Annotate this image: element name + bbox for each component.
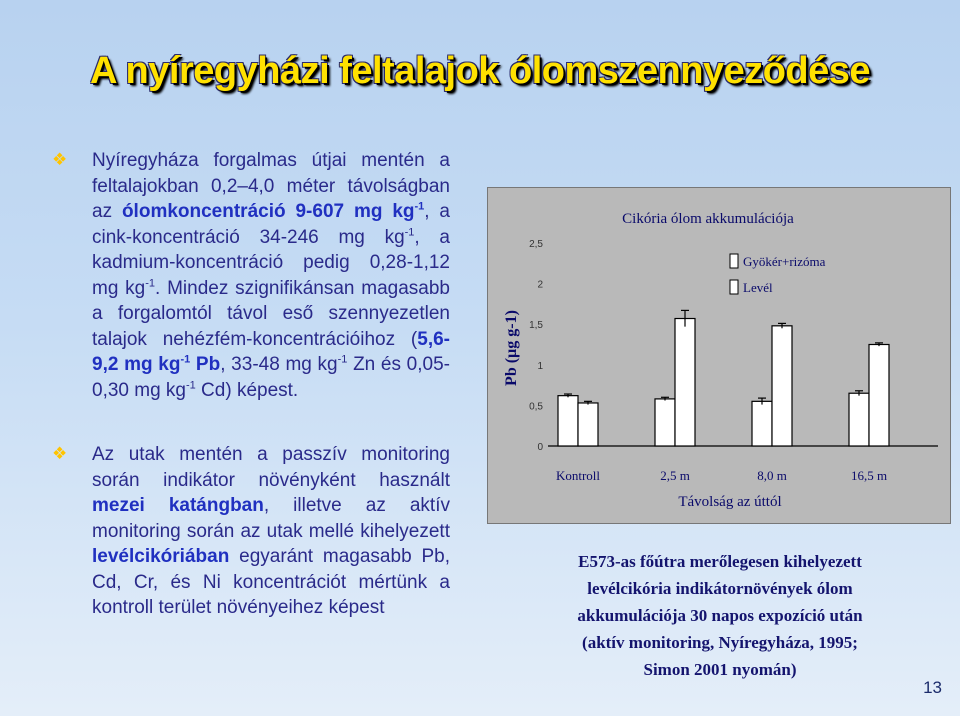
text-run: . Mindez szignifikánsan magasabb a forgalomtól távol eső szennyezetlen talajok nehézfém-koncentrációihoz ( — [92, 277, 450, 350]
highlighted-text: -1 — [414, 200, 425, 213]
y-axis-label: Pb (µg g-1) — [503, 310, 520, 386]
highlighted-text: Pb — [190, 354, 221, 375]
y-tick-label: 2,5 — [529, 239, 543, 250]
caption-line: Simon 2001 nyomán) — [643, 660, 797, 679]
text-run: -1 — [145, 277, 156, 290]
text-run: egyaránt magasabb Pb, Cd, Cr, és Ni koncentrációt mértünk a kontroll terület növényeihez képest — [92, 546, 450, 618]
diamond-bullet-icon: ❖ — [52, 444, 68, 463]
legend-swatch — [730, 254, 738, 268]
caption-line: levélcikória indikátornövények ólom — [587, 579, 853, 598]
y-tick-label: 0 — [537, 442, 543, 453]
bar-chart — [488, 188, 950, 523]
text-run: Az utak mentén a passzív monitoring során indikátor növényként használt — [92, 444, 450, 491]
bar-level — [675, 319, 695, 446]
chart-title: Cikória ólom akkumulációja — [622, 211, 794, 227]
text-run: , illetve az aktív monitoring során az utak mellé kihelyezett — [92, 495, 450, 542]
x-tick-label: 8,0 m — [757, 468, 787, 483]
caption-line: akkumulációja 30 napos expozíció után — [577, 606, 863, 625]
page-number: 13 — [923, 678, 942, 697]
legend-swatch — [730, 280, 738, 294]
bar-level — [869, 345, 889, 447]
bar-gyoker — [558, 396, 578, 446]
bullet-text — [92, 148, 450, 403]
caption-line: (aktív monitoring, Nyíregyháza, 1995; — [582, 633, 858, 652]
text-run: Nyíregyháza forgalmas útjai mentén a feltalajokban 0,2–4,0 méter távolságban az — [92, 150, 450, 222]
bullet-item — [52, 442, 450, 621]
bar-gyoker — [752, 401, 772, 446]
x-axis-label: Távolság az úttól — [678, 494, 782, 510]
highlighted-text: ólomkoncentráció — [121, 201, 286, 222]
text-run — [286, 201, 296, 222]
caption-line: E573-as főútra merőlegesen kihelyezett — [578, 552, 862, 571]
x-tick-label: 2,5 m — [660, 468, 690, 483]
text-run: -1 — [186, 379, 196, 392]
bar-level — [772, 326, 792, 446]
text-run: -1 — [404, 226, 415, 239]
text-run: , a cink-koncentráció 34-246 mg kg — [92, 201, 450, 248]
highlighted-text: 5,6-9,2 mg kg — [92, 328, 450, 375]
bar-gyoker — [655, 399, 675, 446]
highlighted-text: levélcikóriában — [92, 546, 230, 567]
diamond-bullet-icon: ❖ — [52, 150, 68, 169]
highlighted-text: mezei katángban — [92, 495, 264, 516]
y-tick-label: 2 — [537, 279, 543, 291]
bullet-item — [52, 148, 450, 403]
x-tick-label: Kontroll — [555, 468, 601, 483]
text-run: , 33-48 mg kg — [220, 354, 338, 375]
legend-label: Gyökér+rizóma — [743, 254, 826, 269]
text-run: Zn és 0,05-0,30 mg kg — [92, 354, 450, 401]
y-tick-label: 1 — [537, 360, 543, 372]
bar-gyoker — [849, 393, 869, 446]
text-run: -1 — [337, 353, 348, 366]
highlighted-text: 9-607 mg kg — [295, 201, 415, 222]
legend-label: Levél — [743, 280, 773, 295]
y-tick-label: 0,5 — [529, 401, 543, 413]
bullet-text — [92, 442, 450, 621]
chart-panel — [487, 187, 951, 524]
x-tick-label: 16,5 m — [850, 468, 888, 483]
y-tick-label: 1,5 — [529, 320, 543, 332]
figure-caption — [520, 548, 920, 683]
text-run: , a kadmium-koncentráció pedig 0,28-1,12 mg kg — [92, 226, 450, 299]
slide-title: A nyíregyházi feltalajok ólomszennyeződése — [89, 50, 871, 92]
bar-level — [578, 403, 598, 446]
highlighted-text: -1 — [180, 353, 191, 366]
text-run: Cd) képest. — [195, 379, 299, 401]
